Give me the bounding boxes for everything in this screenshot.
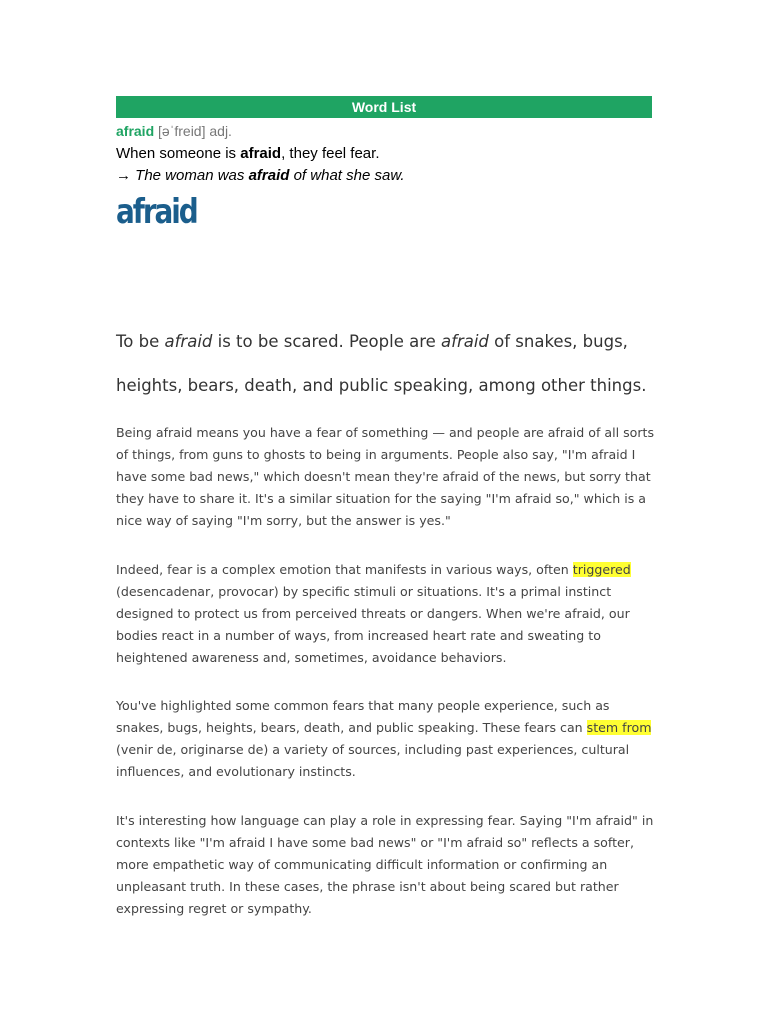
word-list-banner: Word List <box>116 96 652 118</box>
word-logo-image: afraid <box>116 192 197 232</box>
body-paragraph-2 <box>116 559 656 669</box>
definition-before: When someone is <box>116 145 241 162</box>
example-keyword: afraid <box>248 167 290 184</box>
lead-emphasis-2: afraid <box>441 332 489 351</box>
example-before: The woman was <box>135 167 249 184</box>
lead-paragraph <box>116 320 656 408</box>
example-arrow-icon: → <box>116 167 131 184</box>
word-list-card <box>116 96 652 232</box>
entry-pronunciation: [əˈfreid] adj. <box>158 123 232 139</box>
entry-word: afraid <box>116 123 155 139</box>
body-paragraph-3 <box>116 695 656 783</box>
example-after: of what she saw. <box>289 167 405 184</box>
highlighted-term-triggered: triggered <box>572 562 631 577</box>
entry-example <box>116 165 652 186</box>
p2-after: (desencadenar, provocar) by specific stimuli or situations. It's a primal instinct designed to protect us from perceived threats or dangers. When we're afraid, our bodies react in a number of ways, from increased heart rate and sweating to heightened awareness and, sometimes, avoidance behaviors. <box>116 584 630 665</box>
definition-keyword: afraid <box>240 145 282 162</box>
p3-after: (venir de, originarse de) a variety of sources, including past experiences, cultural influences, and evolutionary instincts. <box>116 742 630 779</box>
lead-part-2: is to be scared. People are <box>212 332 442 351</box>
lead-part-1: To be <box>116 332 165 351</box>
body-paragraph-4: It's interesting how language can play a role in expressing fear. Saying "I'm afraid" in contexts like "I'm afraid I have some bad news" or "I'm afraid so" reflects a softer, more empathetic way of communicating difficult information or confirming an unpleasant truth. In these cases, the phrase isn't about being scared but rather expressing regret or sympathy. <box>116 813 654 916</box>
lead-emphasis-1: afraid <box>164 332 213 351</box>
lead-part-3: of snakes, bugs, heights, bears, death, and public speaking, among other things. <box>116 332 647 395</box>
p2-before: Indeed, fear is a complex emotion that manifests in various ways, often <box>116 562 573 577</box>
body-paragraph-1: Being afraid means you have a fear of something — and people are afraid of all sorts of things, from guns to ghosts to being in arguments. People also say, "I'm afraid I have some bad news," which doesn't mean they're afraid of the news, but sorry that they have to share it. It's a similar situation for the saying "I'm afraid so," which is a nice way of saying "I'm sorry, but the answer is yes." <box>116 425 655 528</box>
highlighted-term-stem-from: stem from <box>586 720 652 735</box>
definition-after: , they feel fear. <box>281 145 380 162</box>
entry-header <box>116 121 652 141</box>
entry-definition <box>116 143 652 164</box>
p3-before: You've highlighted some common fears that many people experience, such as snakes, bugs, heights, bears, death, and public speaking. These fears can <box>116 698 610 735</box>
